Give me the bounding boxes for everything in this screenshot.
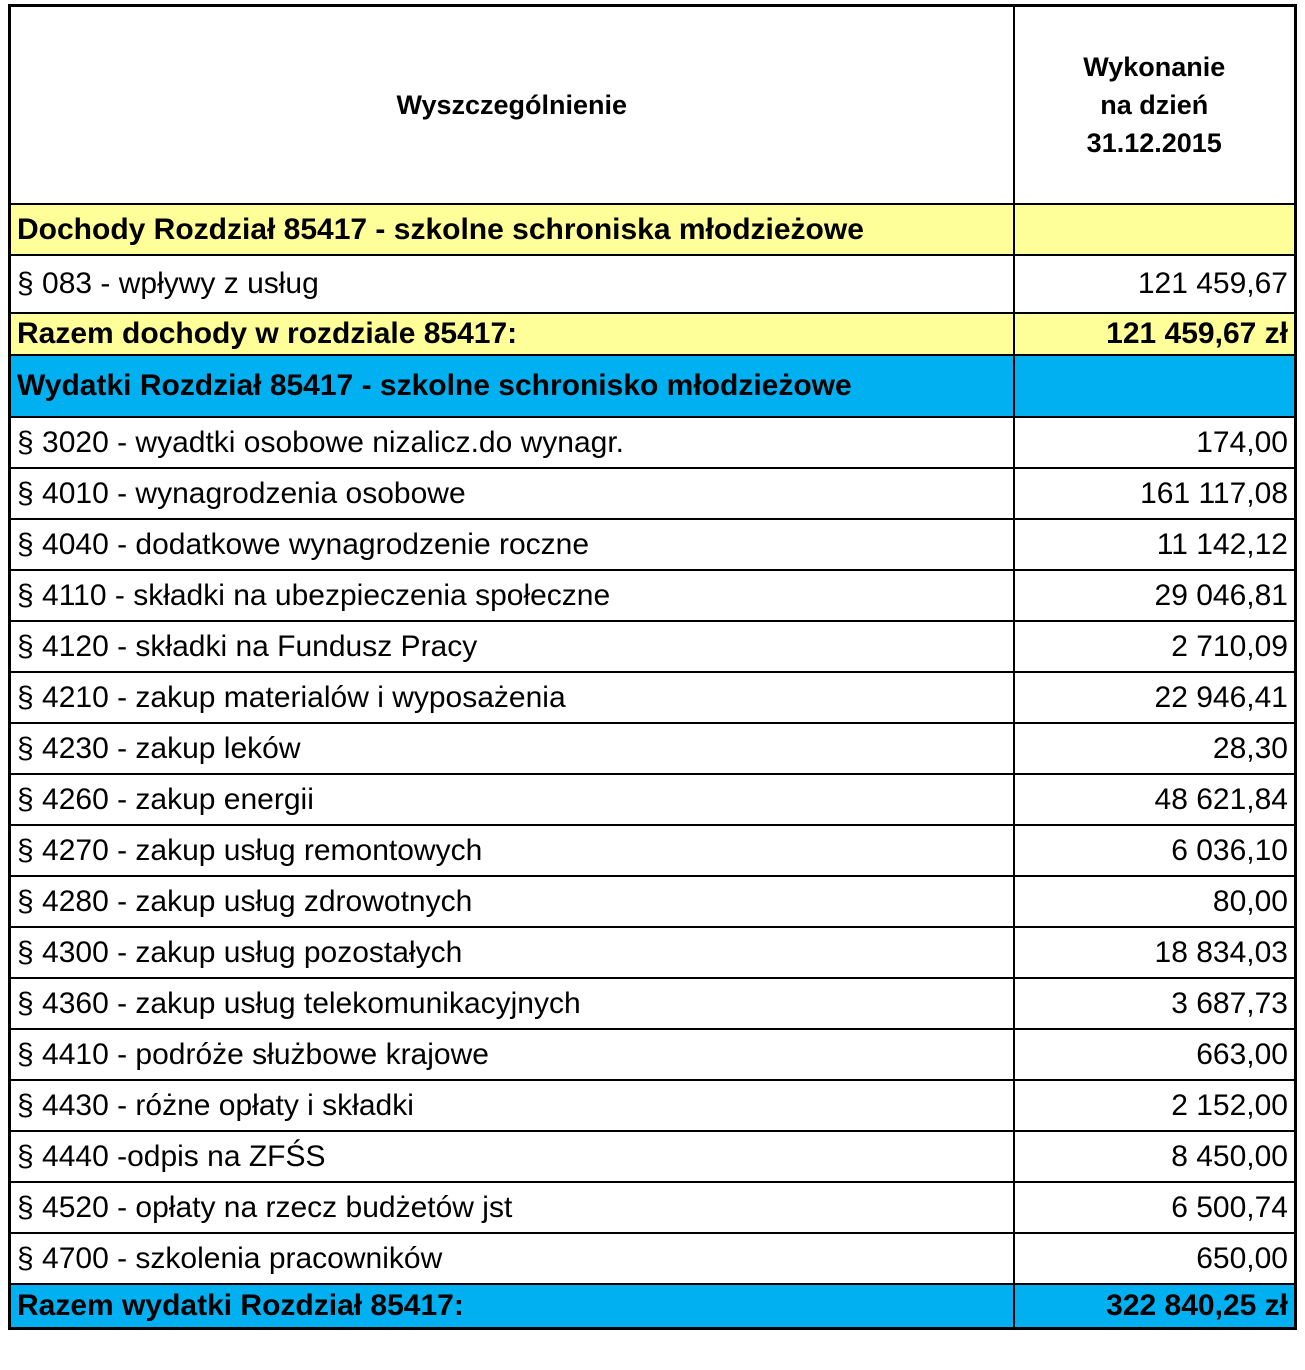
table-row [10,1233,1296,1284]
table-row [10,672,1296,723]
row-value: 8 450,00 [1014,1131,1296,1182]
table-row [10,519,1296,570]
table-row [10,417,1296,468]
row-label: § 4040 - dodatkowe wynagrodzenie roczne [10,519,1014,570]
row-label: § 4010 - wynagrodzenia osobowe [10,468,1014,519]
income-total-row [10,313,1296,355]
income-section-empty [1014,204,1296,255]
expenses-total-label: Razem wydatki Rozdział 85417: [10,1284,1014,1328]
row-value: 2 152,00 [1014,1080,1296,1131]
table-row [10,723,1296,774]
row-value: 28,30 [1014,723,1296,774]
row-value: 650,00 [1014,1233,1296,1284]
expenses-total-row [10,1284,1296,1328]
income-total-label: Razem dochody w rozdziale 85417: [10,313,1014,355]
row-value: 29 046,81 [1014,570,1296,621]
row-value: 663,00 [1014,1029,1296,1080]
row-label: § 4360 - zakup usług telekomunikacyjnych [10,978,1014,1029]
expenses-section-row [10,355,1296,417]
table-row [10,570,1296,621]
table-row [10,876,1296,927]
row-value: 6 036,10 [1014,825,1296,876]
row-label: § 4410 - podróże służbowe krajowe [10,1029,1014,1080]
table-row [10,1080,1296,1131]
row-value: 3 687,73 [1014,978,1296,1029]
row-value: 6 500,74 [1014,1182,1296,1233]
row-value: 22 946,41 [1014,672,1296,723]
expenses-total-value: 322 840,25 zł [1014,1284,1296,1328]
row-label: § 4700 - szkolenia pracowników [10,1233,1014,1284]
row-value: 11 142,12 [1014,519,1296,570]
table-row [10,774,1296,825]
row-value: 161 117,08 [1014,468,1296,519]
header-execution-line1: Wykonanie [1083,52,1226,82]
income-section-row [10,204,1296,255]
row-label: § 4440 -odpis na ZFŚS [10,1131,1014,1182]
income-total-value: 121 459,67 zł [1014,313,1296,355]
row-label: § 4110 - składki na ubezpieczenia społeczne [10,570,1014,621]
header-execution [1014,6,1296,205]
table-row [10,1182,1296,1233]
table-row [10,1029,1296,1080]
row-label: § 4230 - zakup leków [10,723,1014,774]
row-value: 48 621,84 [1014,774,1296,825]
income-section-title: Dochody Rozdział 85417 - szkolne schroniska młodzieżowe [10,204,1014,255]
row-value: 174,00 [1014,417,1296,468]
table-row [10,1131,1296,1182]
row-label: § 083 - wpływy z usług [10,255,1014,313]
row-label: § 4270 - zakup usług remontowych [10,825,1014,876]
row-label: § 4260 - zakup energii [10,774,1014,825]
table-row [10,825,1296,876]
header-execution-line3: 31.12.2015 [1086,128,1222,158]
row-label: § 4430 - różne opłaty i składki [10,1080,1014,1131]
header-row [10,6,1296,205]
table-row [10,255,1296,313]
row-value: 2 710,09 [1014,621,1296,672]
row-label: § 3020 - wyadtki osobowe nizalicz.do wynagr. [10,417,1014,468]
table-row [10,927,1296,978]
header-description: Wyszczególnienie [10,6,1014,205]
row-label: § 4300 - zakup usług pozostałych [10,927,1014,978]
table-row [10,978,1296,1029]
budget-table [8,4,1297,1330]
table-row [10,621,1296,672]
table-row [10,468,1296,519]
header-execution-line2: na dzień [1100,90,1209,120]
row-label: § 4210 - zakup materialów i wyposażenia [10,672,1014,723]
row-label: § 4520 - opłaty na rzecz budżetów jst [10,1182,1014,1233]
row-label: § 4120 - składki na Fundusz Pracy [10,621,1014,672]
row-value: 18 834,03 [1014,927,1296,978]
expenses-section-title: Wydatki Rozdział 85417 - szkolne schronisko młodzieżowe [10,355,1014,417]
row-value: 121 459,67 [1014,255,1296,313]
row-value: 80,00 [1014,876,1296,927]
expenses-section-empty [1014,355,1296,417]
row-label: § 4280 - zakup usług zdrowotnych [10,876,1014,927]
